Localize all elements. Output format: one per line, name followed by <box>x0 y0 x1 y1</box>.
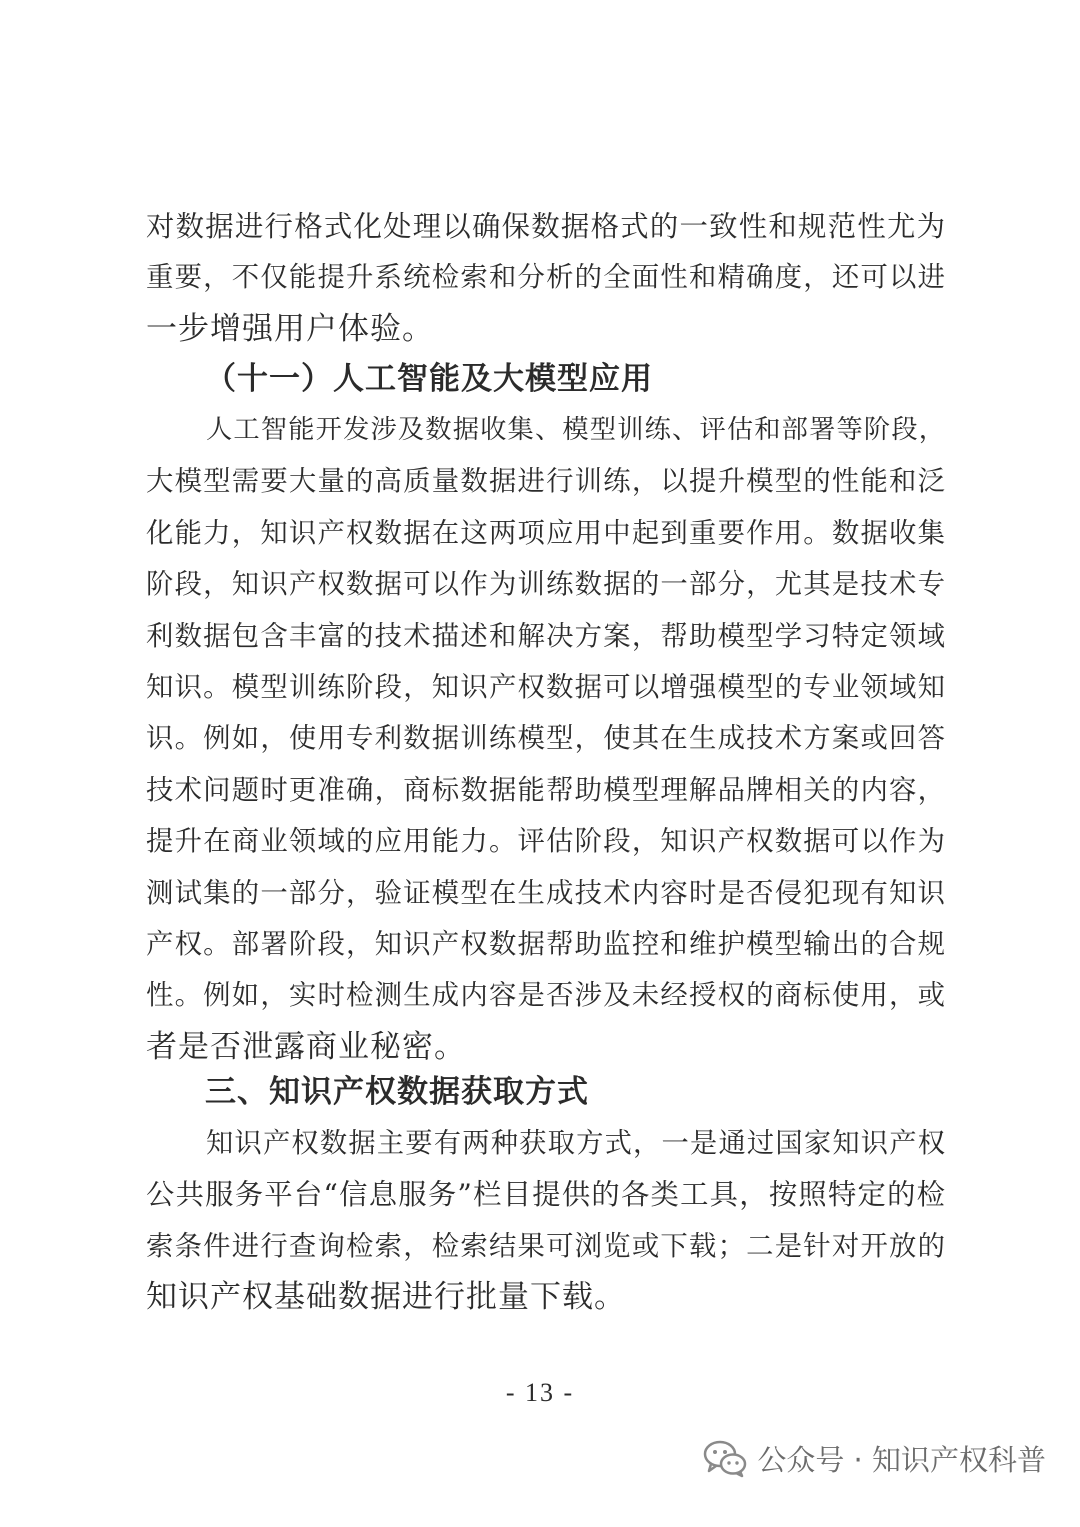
text-line: 产权。部署阶段，知识产权数据帮助监控和维护模型输出的合规 <box>146 929 946 961</box>
text-line: 阶段，知识产权数据可以作为训练数据的一部分，尤其是技术专 <box>146 569 946 601</box>
wechat-icon <box>703 1438 747 1478</box>
text-line: 知识产权数据主要有两种获取方式，一是通过国家知识产权 <box>206 1128 946 1159</box>
text-line: 者是否泄露商业秘密。 <box>146 1028 466 1065</box>
text-line: 性。例如，实时检测生成内容是否涉及未经授权的商标使用，或 <box>146 980 946 1012</box>
page-number: - 13 - <box>505 1378 575 1407</box>
text-line: 化能力，知识产权数据在这两项应用中起到重要作用。数据收集 <box>146 517 946 549</box>
text-line: 公共服务平台“信息服务”栏目提供的各类工具，按照特定的检 <box>146 1178 946 1212</box>
section-heading-ai: （十一）人工智能及大模型应用 <box>205 361 653 397</box>
paragraph-ai-applications <box>146 405 946 1073</box>
paragraph-data-formatting <box>146 201 946 355</box>
text-line: 对数据进行格式化处理以确保数据格式的一致性和规范性尤为 <box>146 210 946 243</box>
section-heading-data-acquisition: 三、知识产权数据获取方式 <box>205 1074 589 1110</box>
text-line: 利数据包含丰富的技术描述和解决方案，帮助模型学习特定领域 <box>146 620 946 652</box>
text-line: 知识。模型训练阶段，知识产权数据可以增强模型的专业领域知 <box>146 672 946 704</box>
text-line: 人工智能开发涉及数据收集、模型训练、评估和部署等阶段， <box>206 415 946 445</box>
text-line: 知识产权基础数据进行批量下载。 <box>146 1279 626 1316</box>
text-line: 索条件进行查询检索，检索结果可浏览或下载；二是针对开放的 <box>146 1230 946 1262</box>
text-line: 一步增强用户体验。 <box>146 310 434 347</box>
text-line: 测试集的一部分，验证模型在生成技术内容时是否侵犯现有知识 <box>146 877 946 909</box>
text-line: 技术问题时更准确，商标数据能帮助模型理解品牌相关的内容， <box>146 774 946 806</box>
text-line: 提升在商业领域的应用能力。评估阶段，知识产权数据可以作为 <box>146 826 946 858</box>
watermark <box>703 1436 1046 1480</box>
paragraph-data-acquisition <box>146 1118 946 1324</box>
watermark-text: 公众号 · 知识产权科普 <box>757 1442 1046 1477</box>
text-line: 大模型需要大量的高质量数据进行训练，以提升模型的性能和泛 <box>146 466 946 498</box>
text-line: 识。例如，使用专利数据训练模型，使其在生成技术方案或回答 <box>146 723 946 755</box>
text-line: 重要，不仅能提升系统检索和分析的全面性和精确度，还可以进 <box>146 262 946 294</box>
